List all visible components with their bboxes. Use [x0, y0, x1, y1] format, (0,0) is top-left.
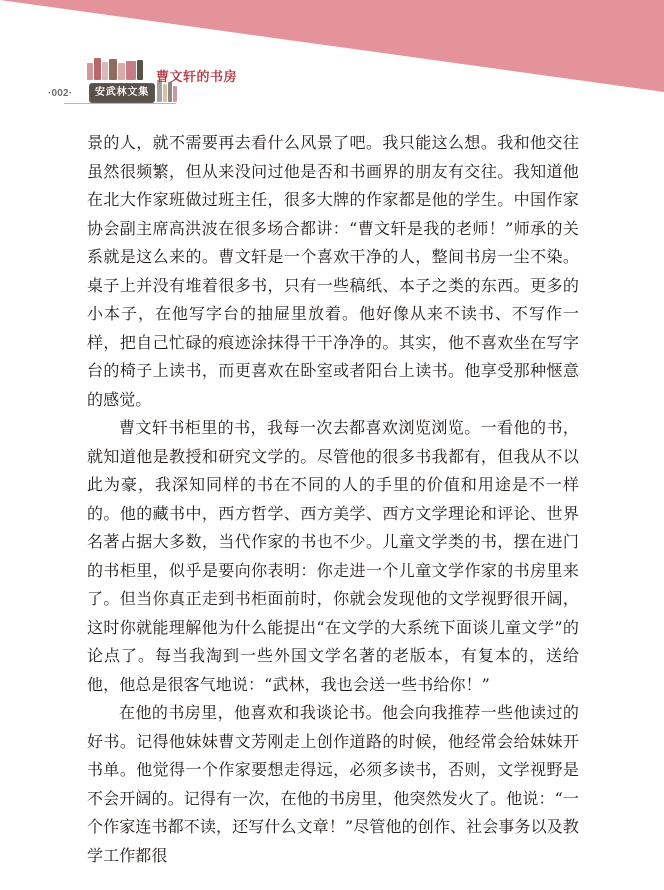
book-spine-7-icon — [137, 60, 143, 80]
book-spine-1-icon — [87, 63, 93, 80]
header-underline — [64, 103, 176, 104]
book-accent-2-icon — [163, 84, 167, 102]
page-header — [0, 0, 664, 120]
paragraph-2: 曹文轩书柜里的书，我每一次去都喜欢浏览浏览。一看他的书，就知道他是教授和研究文学的。尽管他的很多书我都有，但我从不以此为豪，我深知同样的书在不同的人的手里的价值和用途是不一样的。他的藏书中，西方哲学、西方美学、西方文学理论和评论、世界名著占据大多数，当代作家的书也不少。儿童文学类的书，摆在进门的书柜里，似乎是要向你表明：你走进一个儿童文学作家的书房里来了。但当你真正走到书柜面前时，你就会发现他的文学视野很开阔，这时你就能理解他为什么能提出“在文学的大系统下面谈儿童文学”的论点了。每当我淘到一些外国文学名著的老版本，有复本的，送给他，他总是很客气地说：“武林，我也会送一些书给你！” — [87, 418, 579, 694]
book-spine-5-icon — [118, 63, 125, 80]
book-spine-2-icon — [94, 58, 101, 80]
paragraph-3: 在他的书房里，他喜欢和我谈论书。他会向我推荐一些他读过的好书。记得他妹妹曹文芳刚走上创作道路的时候，他经常会给妹妹开书单。他觉得一个作家要想走得远，必须多读书，否则，文学视野是不会开阔的。记得有一次，在他的书房里，他突然发火了。他说：“一个作家连书都不读，还写什么文章！”尽管他的创作、社会事务以及教学工作都很 — [87, 703, 579, 865]
series-title-badge: 安武林文集 — [89, 83, 155, 103]
book-spine-3-icon — [102, 62, 108, 80]
book-accent-3-icon — [168, 82, 172, 102]
book-stack-icon — [87, 58, 152, 80]
book-accent-4-icon — [173, 86, 177, 102]
book-spine-6-icon — [126, 61, 136, 80]
book-title: 曹文轩的书房 — [156, 70, 238, 85]
body-text — [87, 129, 579, 870]
paragraph-1: 景的人，就不需要再去看什么风景了吧。我只能这么想。我和他交往虽然很频繁，但从来没问过他是否和书画界的朋友有交往。我知道他在北大作家班做过班主任，很多大牌的作家都是他的学生。中国作家协会副主席高洪波在很多场合都讲：“曹文轩是我的老师！”师承的关系就是这么来的。曹文轩是一个喜欢干净的人，整间书房一尘不染。桌子上并没有堆着很多书，只有一些稿纸、本子之类的东西。更多的小本子，在他写字台的抽屉里放着。他好像从来不读书、不写作一样，把自己忙碌的痕迹涂抹得干干净净的。其实，他不喜欢坐在写字台的椅子上读书，而更喜欢在卧室或者阳台上读书。他享受那种惬意的感觉。 — [87, 133, 579, 409]
book-spine-4-icon — [109, 59, 117, 80]
page-number: ·002· — [48, 88, 73, 99]
